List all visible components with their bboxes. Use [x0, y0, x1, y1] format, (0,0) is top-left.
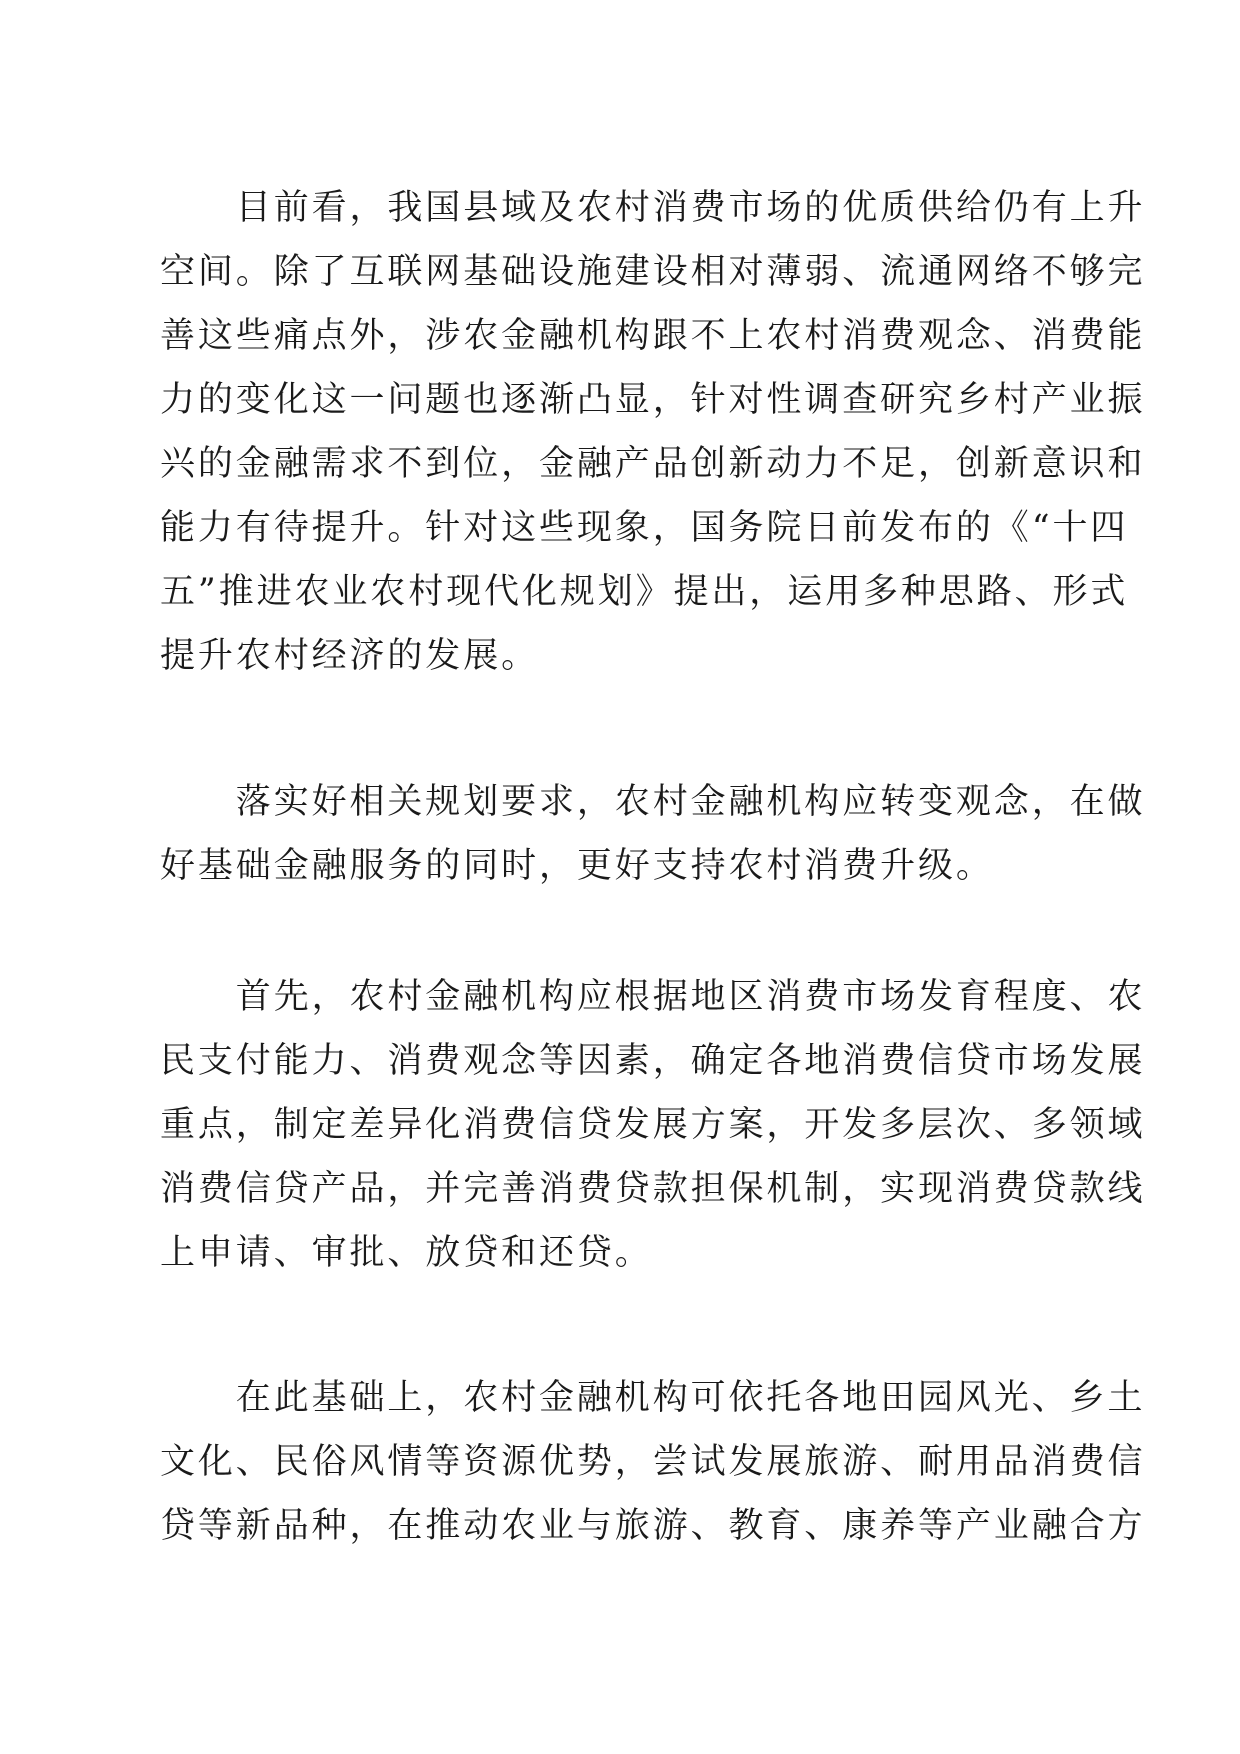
- paragraph-line: 上申请、审批、放贷和还贷。: [160, 1233, 653, 1273]
- paragraph-line: 空间。除了互联网基础设施建设相对薄弱、流通网络不够完: [160, 252, 1146, 292]
- paragraph-line: 重点，制定差异化消费信贷发展方案，开发多层次、多领域: [160, 1105, 1146, 1145]
- paragraph-4: [160, 1366, 1146, 1558]
- paragraph-line: 民支付能力、消费观念等因素，确定各地消费信贷市场发展: [160, 1041, 1146, 1081]
- paragraph-line: 目前看，我国县域及农村消费市场的优质供给仍有上升: [160, 188, 1146, 228]
- paragraph-line: 兴的金融需求不到位，金融产品创新动力不足，创新意识和: [160, 444, 1146, 484]
- paragraph-3: [160, 965, 1146, 1285]
- paragraph-line: 五”推进农业农村现代化规划》提出，运用多种思路、形式: [160, 572, 1129, 612]
- paragraph-line: 善这些痛点外，涉农金融机构跟不上农村消费观念、消费能: [160, 316, 1146, 356]
- paragraph-line: 消费信贷产品，并完善消费贷款担保机制，实现消费贷款线: [160, 1169, 1146, 1209]
- paragraph-1: [160, 176, 1146, 688]
- paragraph-line: 能力有待提升。针对这些现象，国务院日前发布的《“十四: [160, 508, 1129, 548]
- paragraph-line: 贷等新品种，在推动农业与旅游、教育、康养等产业融合方: [160, 1506, 1146, 1546]
- paragraph-line: 好基础金融服务的同时，更好支持农村消费升级。: [160, 846, 994, 886]
- paragraph-line: 力的变化这一问题也逐渐凸显，针对性调查研究乡村产业振: [160, 380, 1146, 420]
- paragraph-line: 首先，农村金融机构应根据地区消费市场发育程度、农: [160, 977, 1146, 1017]
- paragraph-line: 在此基础上，农村金融机构可依托各地田园风光、乡土: [160, 1378, 1146, 1418]
- paragraph-line: 文化、民俗风情等资源优势，尝试发展旅游、耐用品消费信: [160, 1442, 1146, 1482]
- paragraph-2: [160, 770, 1146, 898]
- paragraph-line: 提升农村经济的发展。: [160, 636, 540, 676]
- paragraph-line: 落实好相关规划要求，农村金融机构应转变观念，在做: [160, 782, 1146, 822]
